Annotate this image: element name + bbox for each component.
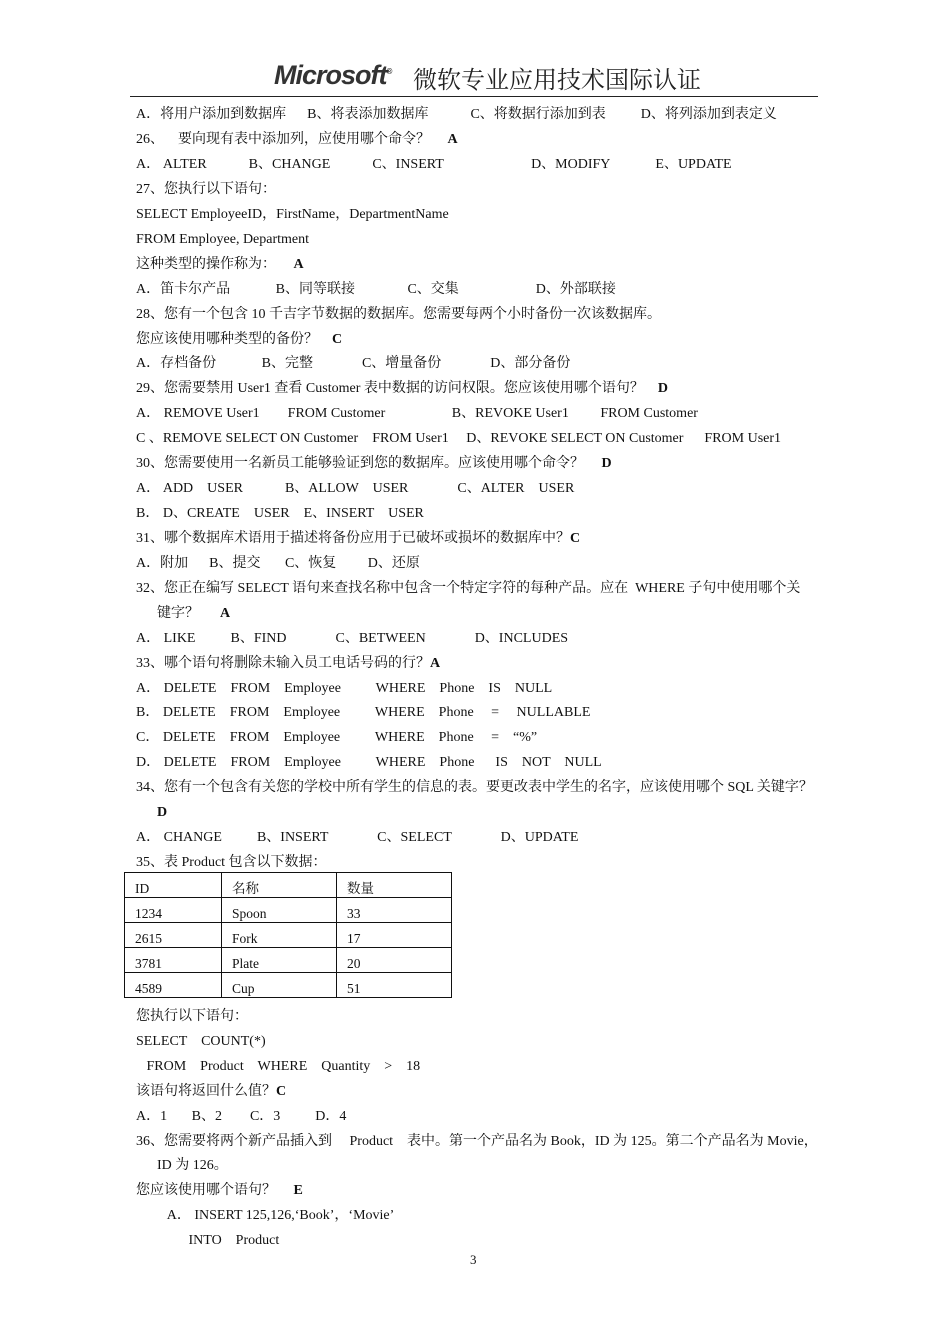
line-text: FROM Product WHERE Quantity > 18 <box>136 1059 421 1074</box>
table-cell: 17 <box>337 923 452 948</box>
line-text: 您应该使用哪种类型的备份？ <box>136 332 332 347</box>
text-line <box>136 480 574 498</box>
line-text: INTO Product <box>136 1233 280 1248</box>
text-line <box>136 1133 818 1151</box>
page-number: 3 <box>470 1252 477 1267</box>
microsoft-logo: Microsoft® <box>274 60 392 90</box>
text-line <box>136 555 420 573</box>
text-line <box>136 829 578 847</box>
text-line <box>136 655 440 673</box>
table-header-cell: ID <box>125 873 222 898</box>
text-line <box>136 854 327 872</box>
text-line <box>136 455 612 473</box>
line-text: FROM Employee, Department <box>136 232 310 247</box>
line-text: B． D、CREATE USER E、INSERT USER <box>136 506 424 521</box>
page-header <box>130 58 818 100</box>
text-line <box>136 605 230 623</box>
text-line <box>136 256 304 274</box>
table-cell: 33 <box>337 898 452 923</box>
line-text: A． ALTER B、CHANGE C、INSERT D、MODIFY E、UPDATE <box>136 157 732 172</box>
text-line <box>136 580 800 598</box>
line-text: SELECT EmployeeID，FirstName，DepartmentName <box>136 207 449 222</box>
line-text: A． DELETE FROM Employee WHERE Phone IS NULL <box>136 681 553 696</box>
table-cell: Plate <box>222 948 337 973</box>
table-cell: 4589 <box>125 973 222 998</box>
line-text: 34、您有一个包含有关您的学校中所有学生的信息的表。要更改表中学生的名字，应该使用哪个 SQL 关键字？ <box>136 780 813 795</box>
table-cell: Cup <box>222 973 337 998</box>
line-text: A．存档备份 B、完整 C、增量备份 D、部分备份 <box>136 356 571 371</box>
header-divider <box>130 96 818 97</box>
text-line <box>136 106 777 124</box>
text-line <box>136 729 537 747</box>
line-text: A．笛卡尔产品 B、同等联接 C、交集 D、外部联接 <box>136 282 616 297</box>
text-line <box>136 1108 346 1126</box>
answer-key: C <box>276 1084 287 1099</box>
line-text: 28、您有一个包含 10 千吉字节数据的数据库。您需要每两个小时备份一次该数据库。 <box>136 307 661 322</box>
answer-key: A <box>430 656 441 671</box>
line-text: SELECT COUNT(*) <box>136 1034 266 1049</box>
line-text: 这种类型的操作称为： <box>136 257 294 272</box>
text-line <box>136 804 167 822</box>
line-text: A． ADD USER B、ALLOW USER C、ALTER USER <box>136 481 575 496</box>
text-line <box>136 331 342 349</box>
text-line <box>136 1182 303 1200</box>
text-line <box>136 505 424 523</box>
line-text <box>136 805 157 820</box>
line-text: 31、哪个数据库术语用于描述将备份应用于已破坏或损坏的数据库中？ <box>136 531 570 546</box>
text-line <box>136 1008 248 1026</box>
text-line <box>136 1083 286 1101</box>
text-line <box>136 206 449 224</box>
line-text: A． CHANGE B、INSERT C、SELECT D、UPDATE <box>136 830 579 845</box>
text-line <box>136 355 570 373</box>
text-line <box>136 131 458 149</box>
line-text: 29、您需要禁用 User1 查看 Customer 表中数据的访问权限。您应该使用哪个语句？ <box>136 381 658 396</box>
text-line <box>136 156 732 174</box>
line-text: 33、哪个语句将删除未输入员工电话号码的行？ <box>136 656 430 671</box>
answer-key: D <box>657 381 668 396</box>
line-text: A．附加 B、提交 C、恢复 D、还原 <box>136 556 420 571</box>
table-cell: Fork <box>222 923 337 948</box>
line-text: A．将用户添加到数据库 B、将表添加数据库 C、将数据行添加到表 D、将列添加到表定义 <box>136 107 777 122</box>
text-line <box>136 1157 228 1175</box>
line-text: A． REMOVE User1 FROM Customer B、REVOKE User1 FROM Customer <box>136 406 698 421</box>
table-header-cell: 名称 <box>222 873 337 898</box>
header-title: 微软专业应用技术国际认证 <box>413 66 701 94</box>
line-text: 该语句将返回什么值？ <box>136 1084 276 1099</box>
line-text: 32、您正在编写 SELECT 语句来查找名称中包含一个特定字符的每种产品。应在 WHERE 子句中使用哪个关 <box>136 581 801 596</box>
text-line <box>136 405 698 423</box>
text-line <box>136 779 813 797</box>
line-text: A．1 B、2 C．3 D．4 <box>136 1109 347 1124</box>
line-text: 27、您执行以下语句： <box>136 182 276 197</box>
line-text: 26、 要向现有表中添加列，应使用哪个命令？ <box>136 132 448 147</box>
line-text: C． DELETE FROM Employee WHERE Phone = “%” <box>136 730 538 745</box>
line-text: 36、您需要将两个新产品插入到 Product 表中。第一个产品名为 Book，ID 为 125。第二个产品名为 Movie， <box>136 1134 818 1149</box>
text-line <box>136 281 616 299</box>
text-line <box>136 530 580 548</box>
line-text: 您应该使用哪个语句？ <box>136 1183 294 1198</box>
line-text: D． DELETE FROM Employee WHERE Phone IS NOT NULL <box>136 755 602 770</box>
text-line <box>136 380 668 398</box>
line-text: C 、REMOVE SELECT ON Customer FROM User1 D、REVOKE SELECT ON Customer FROM User1 <box>136 431 782 446</box>
answer-key: A <box>220 606 231 621</box>
text-line <box>136 704 590 722</box>
table-cell: 1234 <box>125 898 222 923</box>
text-line <box>136 181 276 199</box>
table-row <box>125 898 452 923</box>
line-text: A． INSERT 125,126,‘Book’，‘Movie’ <box>136 1208 395 1223</box>
line-text: 键字？ <box>136 606 220 621</box>
answer-key: A <box>447 132 458 147</box>
text-line <box>136 1232 279 1250</box>
text-line <box>136 1207 394 1225</box>
text-line <box>136 231 309 249</box>
line-text: ID 为 126。 <box>136 1158 228 1173</box>
text-line <box>136 1033 266 1051</box>
text-line <box>136 306 661 324</box>
table-cell: 20 <box>337 948 452 973</box>
table-row <box>125 948 452 973</box>
table-row <box>125 923 452 948</box>
text-line <box>136 430 781 448</box>
line-text: 您执行以下语句： <box>136 1009 248 1024</box>
answer-key: C <box>570 531 581 546</box>
table-cell: 51 <box>337 973 452 998</box>
line-text: 30、您需要使用一名新员工能够验证到您的数据库。应该使用哪个命令？ <box>136 456 602 471</box>
table-header-row <box>125 873 452 898</box>
product-table <box>124 872 452 998</box>
table-cell: Spoon <box>222 898 337 923</box>
text-line <box>136 754 602 772</box>
text-line <box>136 630 568 648</box>
table-cell: 2615 <box>125 923 222 948</box>
answer-key: E <box>293 1183 303 1198</box>
answer-key: D <box>157 805 168 820</box>
answer-key: D <box>601 456 612 471</box>
text-line <box>136 1058 420 1076</box>
line-text: B． DELETE FROM Employee WHERE Phone = NULLABLE <box>136 705 591 720</box>
table-row <box>125 973 452 998</box>
line-text: A． LIKE B、FIND C、BETWEEN D、INCLUDES <box>136 631 569 646</box>
table-cell: 3781 <box>125 948 222 973</box>
table-header-cell: 数量 <box>337 873 452 898</box>
answer-key: C <box>332 332 343 347</box>
text-line <box>136 680 552 698</box>
answer-key: A <box>293 257 304 272</box>
line-text: 35、表 Product 包含以下数据： <box>136 855 327 870</box>
